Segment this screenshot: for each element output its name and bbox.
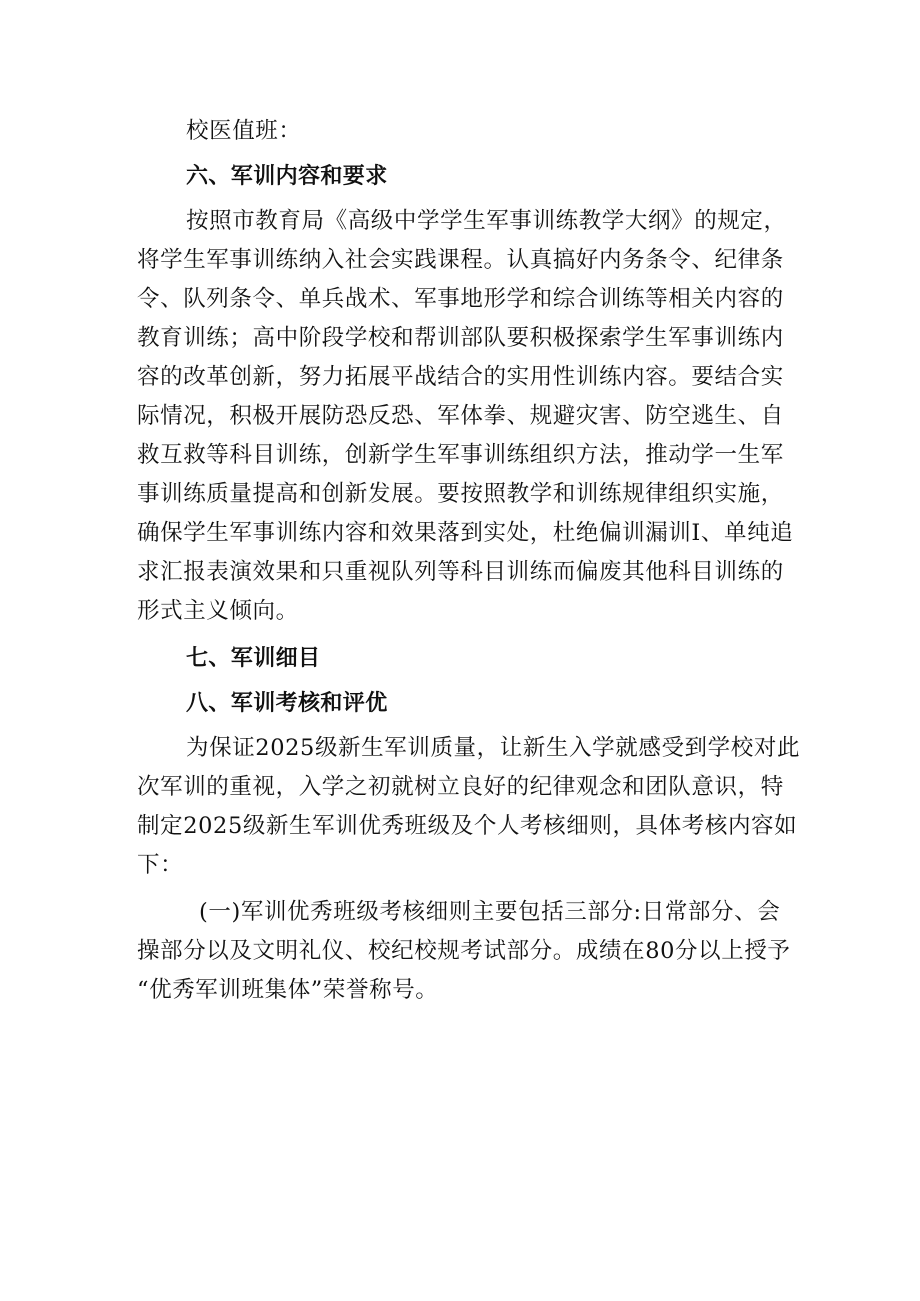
section-6-paragraph [137,202,797,631]
paragraph-line: 救互救等科目训练，创新学生军事训练组织方法，推动学一生军 [137,442,784,468]
paragraph-line: (一)军训优秀班级考核细则主要包括三部分:日常部分、会 [199,899,781,925]
paragraph-line: 令、队列条令、单兵战术、军事地形学和综合训练等相关内容的 [137,286,784,312]
paragraph-line: 制定2025级新生军训优秀班级及个人考核细则，具体考核内容如 [137,813,798,839]
paragraph-line: 为保证2025级新生军训质量，让新生入学就感受到学校对此 [186,735,801,761]
section-heading-8: 八、军训考核和评优 [186,691,388,716]
paragraph-line: 际情况，积极开展防恐反恐、军体拳、规避灾害、防空逃生、自 [137,403,784,429]
paragraph-line: 形式主义倾向。 [137,598,299,624]
paragraph-line: 事训练质量提高和创新发展。要按照教学和训练规律组织实施， [137,481,784,507]
paragraph-line: 教育训练；高中阶段学校和帮训部队要积极探索学生军事训练内 [137,325,784,351]
paragraph-line: 将学生军事训练纳入社会实践课程。认真搞好内务条令、纪律条 [137,247,784,273]
section-heading-6: 六、军训内容和要求 [186,164,388,189]
paragraph-line: 操部分以及文明礼仪、校纪校规考试部分。成绩在80分以上授予 [137,938,791,964]
paragraph-line: 次军训的重视，入学之初就树立良好的纪律观念和团队意识，特 [137,774,784,800]
duty-line: 校医值班： [186,118,302,144]
paragraph-line: 下： [137,852,184,878]
section-heading-7: 七、军训细目 [186,646,321,671]
paragraph-line: “优秀军训班集体”荣誉称号。 [137,977,439,1003]
paragraph-line: 按照市教育局《高级中学学生军事训练教学大纲》的规定， [186,208,787,234]
paragraph-line: 容的改革创新，努力拓展平战结合的实用性训练内容。要结合实 [137,364,784,390]
paragraph-line: 求汇报表演效果和只重视队列等科目训练而偏废其他科目训练的 [137,559,784,585]
paragraph-line: 确保学生军事训练内容和效果落到实处，杜绝偏训漏训I、单纯追 [137,520,794,546]
section-8-paragraph [137,729,801,885]
section-8-subsection-1 [137,893,797,1010]
document-body [137,112,801,1010]
